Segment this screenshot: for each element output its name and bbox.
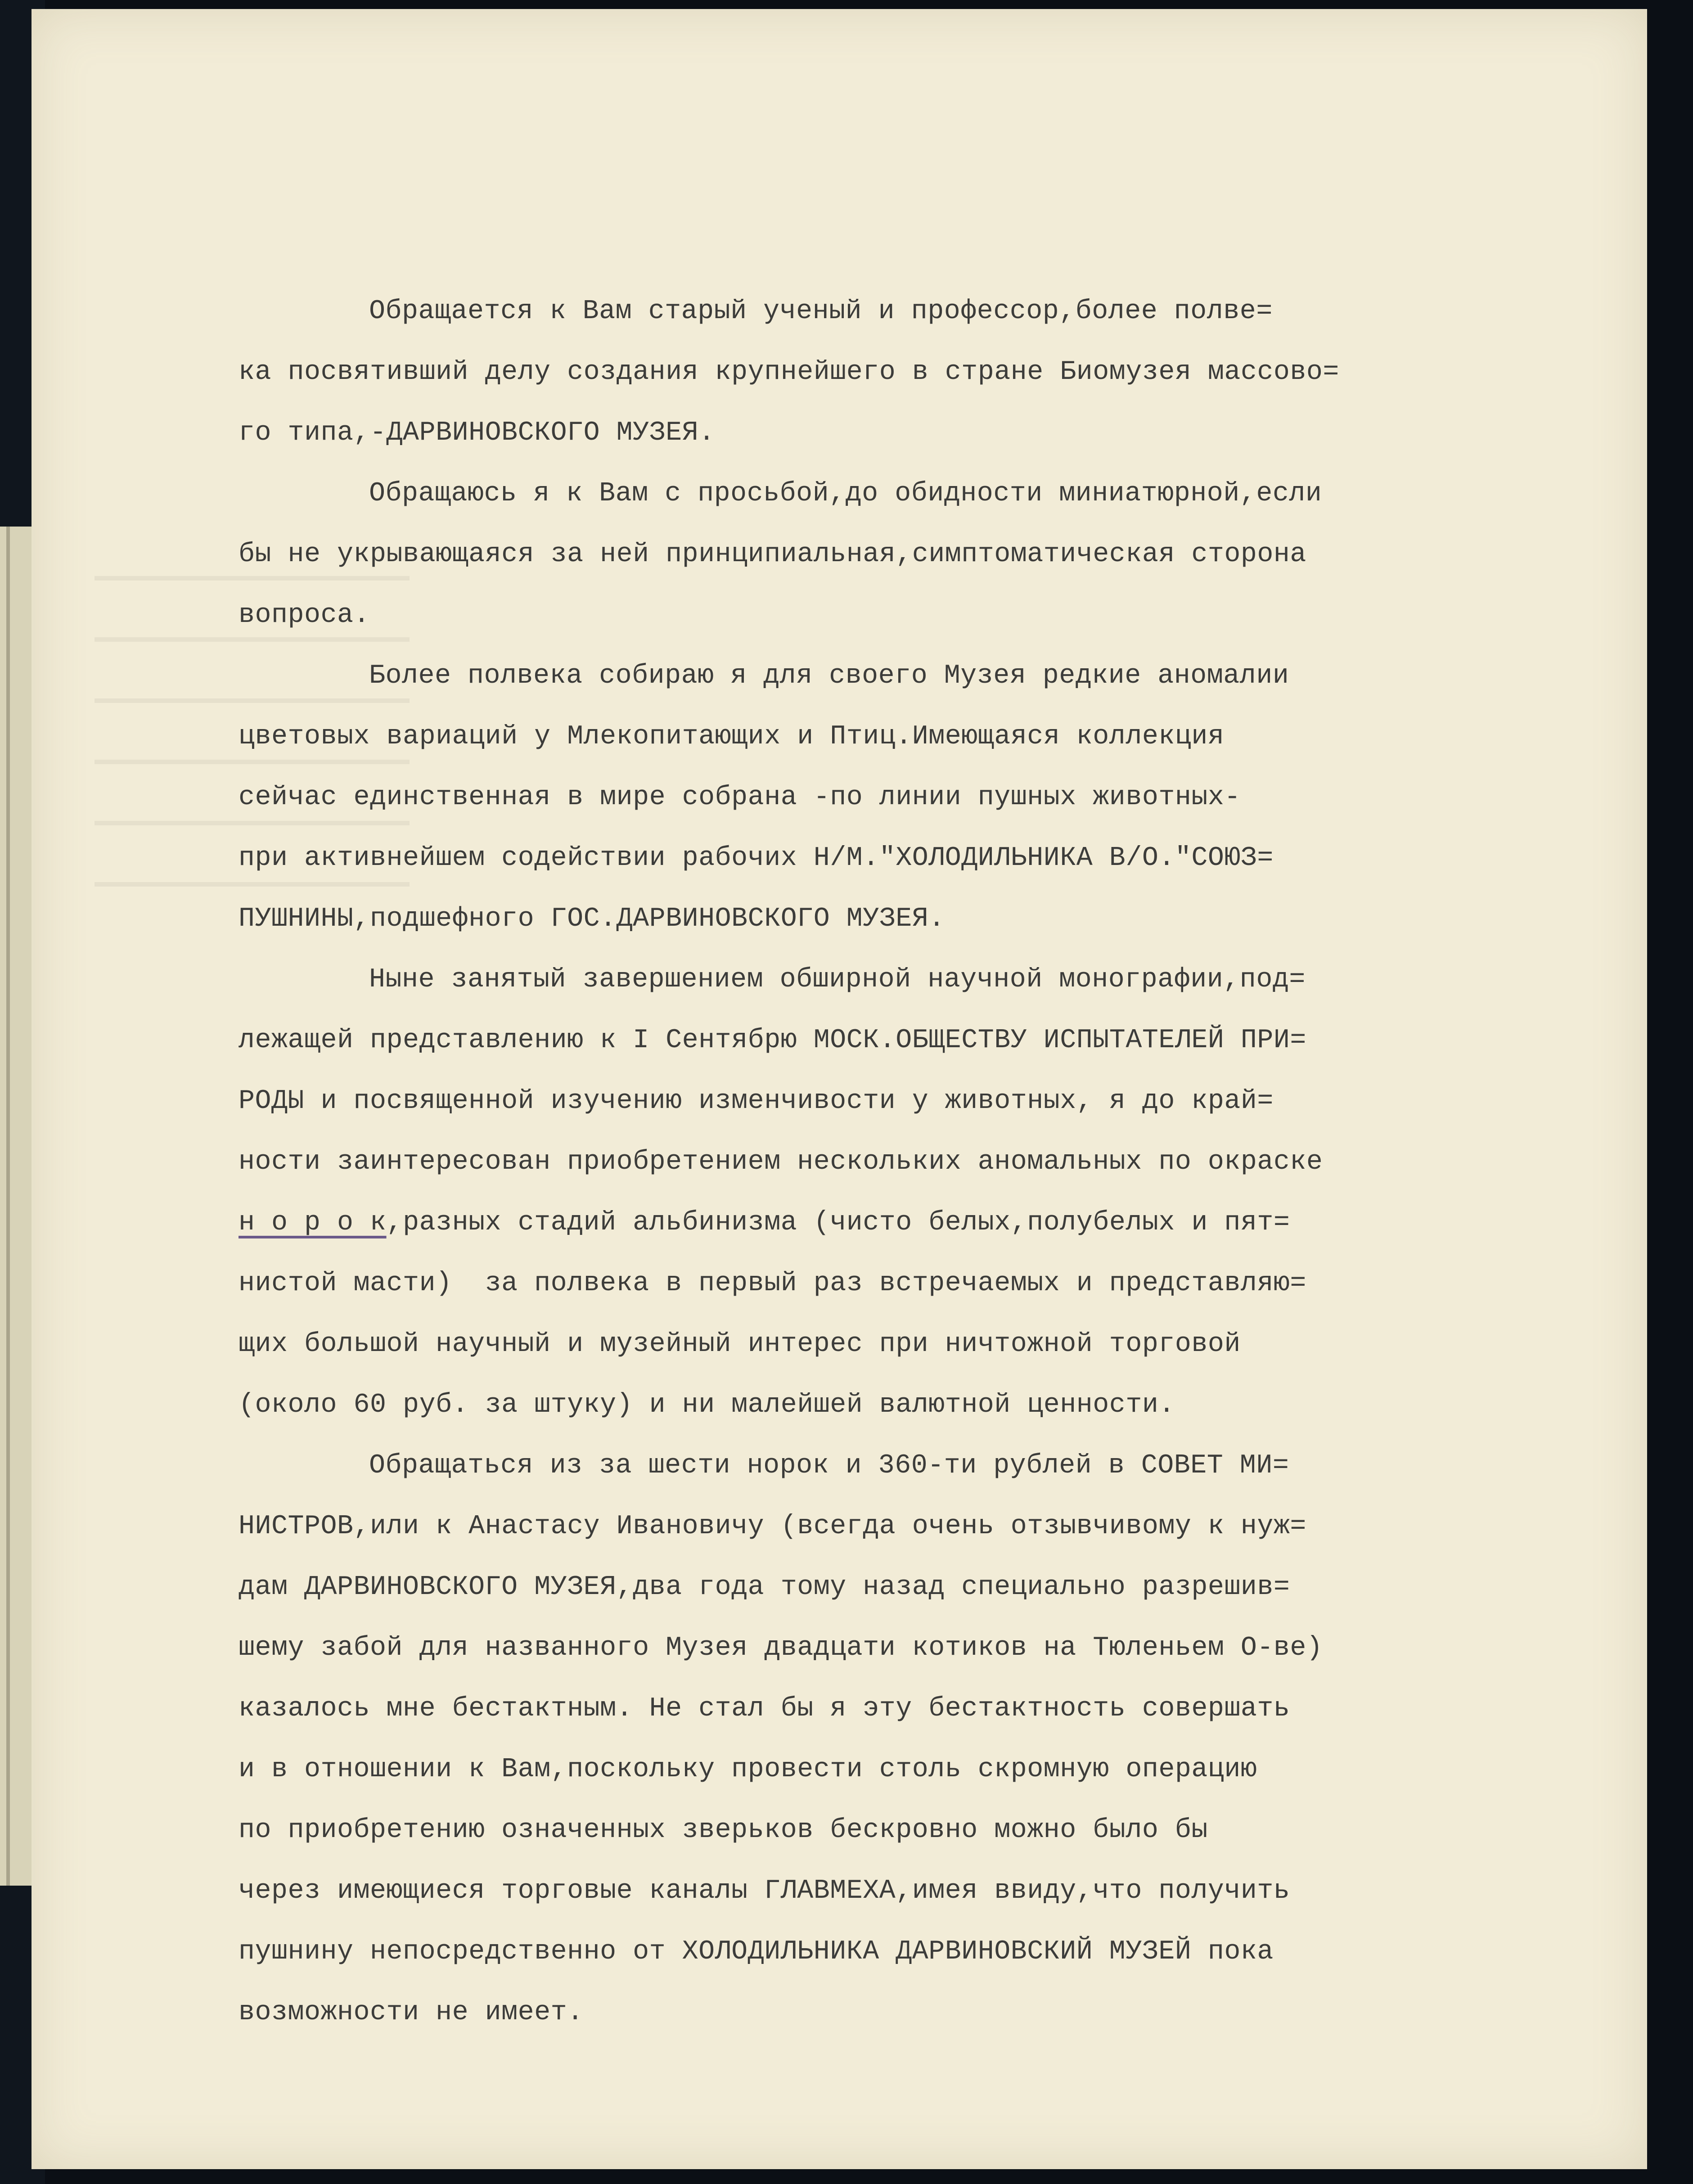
paragraph-4-line-3: РОДЫ и посвященной изучению изменчивости у животных, я до край= (239, 1086, 1274, 1117)
paragraph-4-line-7: щих большой научный и музейный интерес при ничтожной торговой (239, 1329, 1241, 1360)
paragraph-3-line-2: цветовых вариаций у Млекопитающих и Птиц.Имеющаяся коллекция (239, 721, 1225, 752)
paragraph-3-line-3: сейчас единственная в мире собрана -по линии пушных животных- (239, 782, 1241, 813)
paragraph-1-line-1: Обращается к Вам старый ученый и профессор,более полве= (369, 296, 1273, 327)
paragraph-4-line-4: ности заинтересован приобретением нескольких аномальных по окраске (239, 1147, 1323, 1177)
paragraph-5-line-5: казалось мне бестактным. Не стал бы я эту бестактность совершать (239, 1693, 1290, 1724)
paragraph-5-line-2: НИСТРОВ,или к Анастасу Ивановичу (всегда очень отзывчивому к нуж= (239, 1511, 1306, 1542)
paragraph-3-line-4: при активнейшем содействии рабочих Н/М."ХОЛОДИЛЬНИКА В/О."СОЮЗ= (239, 843, 1274, 874)
paragraph-5-line-8: через имеющиеся торговые каналы ГЛАВМЕХА,имея ввиду,что получить (239, 1876, 1290, 1906)
paragraph-5-line-10: возможности не имеет. (239, 1997, 584, 2028)
paragraph-5-line-7: по приобретению означенных зверьков бескровно можно было бы (239, 1815, 1208, 1846)
paragraph-4-line-8: (около 60 руб. за штуку) и ни малейшей валютной ценности. (239, 1390, 1175, 1420)
paragraph-3-line-1: Более полвека собираю я для своего Музея редкие аномалии (369, 661, 1289, 691)
paragraph-5-line-6: и в отношении к Вам,поскольку провести столь скромную операцию (239, 1754, 1257, 1785)
paragraph-1-line-2: ка посвятивший делу создания крупнейшего в стране Биомузея массово= (239, 357, 1339, 387)
paragraph-4-line-5-rest: ,разных стадий альбинизма (чисто белых,полубелых и пят= (386, 1207, 1290, 1238)
paragraph-5-line-1: Обращаться из за шести норок и 360-ти рублей в СОВЕТ МИ= (369, 1450, 1289, 1481)
paragraph-5-line-9: пушнину непосредственно от ХОЛОДИЛЬНИКА ДАРВИНОВСКИЙ МУЗЕЙ пока (239, 1936, 1274, 1967)
paragraph-5-line-4: шему забой для названного Музея двадцати котиков на Тюленьем О-ве) (239, 1633, 1323, 1663)
paragraph-1-line-3: го типа,-ДАРВИНОВСКОГО МУЗЕЯ. (239, 418, 715, 448)
paragraph-4-line-1: Ныне занятый завершением обширной научной монографии,под= (369, 964, 1306, 995)
paragraph-5-line-3: дам ДАРВИНОВСКОГО МУЗЕЯ,два года тому назад специально разрешив= (239, 1572, 1290, 1603)
underlying-page-fold (6, 527, 10, 1886)
paragraph-2-line-2: бы не укрывающаяся за ней принципиальная,симптоматическая сторона (239, 539, 1306, 570)
letter-body (239, 281, 1562, 2043)
paragraph-4-line-5 (239, 1193, 1562, 1253)
underlined-word: н о р о к (239, 1207, 387, 1238)
paragraph-3-line-5: ПУШНИНЫ,подшефного ГОС.ДАРВИНОВСКОГО МУЗЕЯ. (239, 904, 945, 934)
paragraph-4-line-6: нистой масти) за полвека в первый раз встречаемых и представляю= (239, 1268, 1306, 1299)
paragraph-2-line-3: вопроса. (239, 600, 370, 630)
paragraph-2-line-1: Обращаюсь я к Вам с просьбой,до обидности миниатюрной,если (369, 478, 1322, 509)
paragraph-4-line-2: лежащей представлению к I Сентябрю МОСК.ОБЩЕСТВУ ИСПЫТАТЕЛЕЙ ПРИ= (239, 1025, 1306, 1056)
